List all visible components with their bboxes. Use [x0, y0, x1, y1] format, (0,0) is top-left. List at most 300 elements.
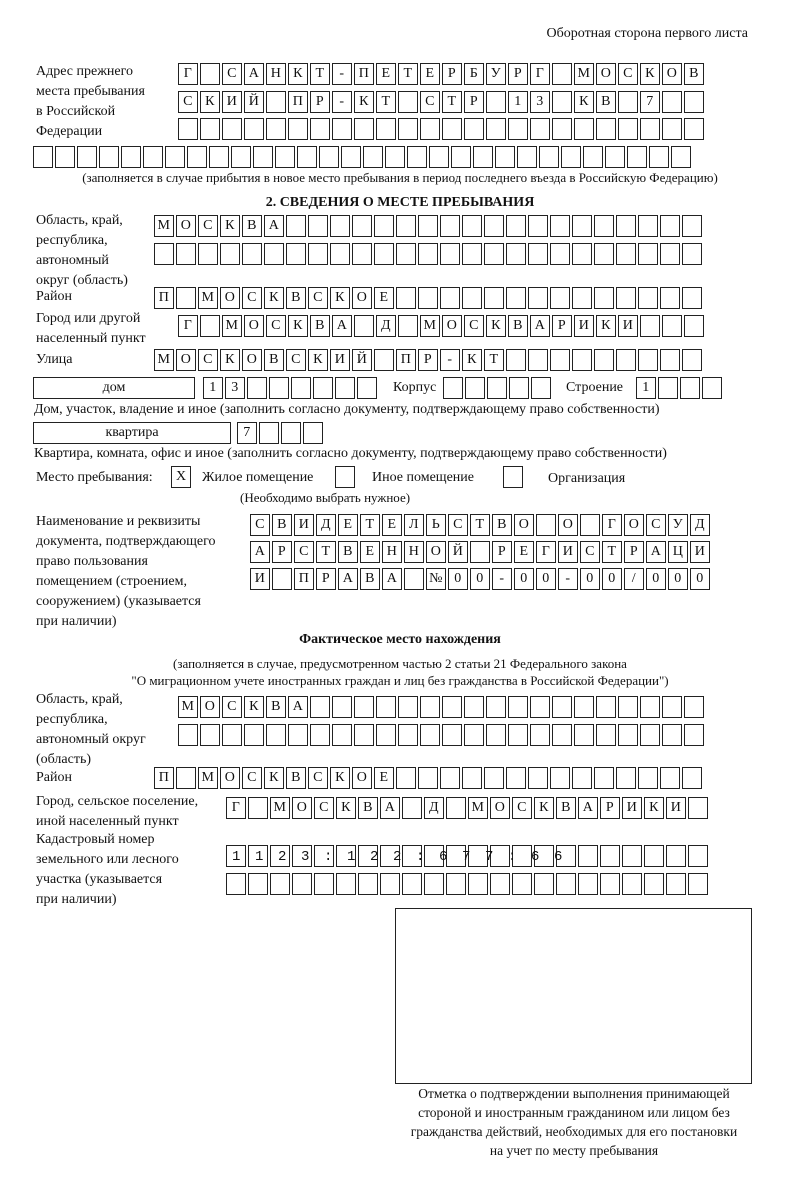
char-cell[interactable]: С: [286, 349, 306, 371]
char-cell[interactable]: [398, 91, 418, 113]
char-cell[interactable]: О: [220, 287, 240, 309]
char-cell[interactable]: [658, 377, 678, 399]
char-cell[interactable]: [244, 118, 264, 140]
char-cell[interactable]: Т: [442, 91, 462, 113]
char-cell[interactable]: [662, 118, 682, 140]
char-cell[interactable]: [269, 377, 289, 399]
char-cell[interactable]: [55, 146, 75, 168]
char-cell[interactable]: [684, 696, 704, 718]
char-cell[interactable]: [358, 873, 378, 895]
char-cell[interactable]: [534, 873, 554, 895]
char-cell[interactable]: П: [294, 568, 314, 590]
char-cell[interactable]: А: [382, 568, 402, 590]
char-cell[interactable]: Д: [376, 315, 396, 337]
char-cell[interactable]: В: [358, 797, 378, 819]
building-row[interactable]: [636, 377, 724, 399]
char-cell[interactable]: -: [332, 91, 352, 113]
char-cell[interactable]: Б: [464, 63, 484, 85]
char-cell[interactable]: [264, 243, 284, 265]
char-cell[interactable]: [640, 696, 660, 718]
district-row[interactable]: [154, 287, 704, 309]
char-cell[interactable]: К: [330, 767, 350, 789]
char-cell[interactable]: М: [198, 767, 218, 789]
char-cell[interactable]: [440, 287, 460, 309]
char-cell[interactable]: [638, 767, 658, 789]
char-cell[interactable]: [385, 146, 405, 168]
char-cell[interactable]: 0: [690, 568, 710, 590]
char-cell[interactable]: В: [596, 91, 616, 113]
char-cell[interactable]: [396, 243, 416, 265]
char-cell[interactable]: [462, 767, 482, 789]
char-cell[interactable]: [506, 243, 526, 265]
char-cell[interactable]: [330, 243, 350, 265]
house-number-row[interactable]: [203, 377, 379, 399]
char-cell[interactable]: [429, 146, 449, 168]
char-cell[interactable]: [332, 696, 352, 718]
char-cell[interactable]: [281, 422, 301, 444]
char-cell[interactable]: [682, 215, 702, 237]
stay-checkbox-organization[interactable]: [503, 466, 523, 488]
char-cell[interactable]: [462, 243, 482, 265]
char-cell[interactable]: [530, 118, 550, 140]
char-cell[interactable]: [556, 873, 576, 895]
char-cell[interactable]: [286, 215, 306, 237]
char-cell[interactable]: А: [338, 568, 358, 590]
char-cell[interactable]: К: [644, 797, 664, 819]
actual-district-row[interactable]: [154, 767, 704, 789]
char-cell[interactable]: [622, 873, 642, 895]
char-cell[interactable]: [644, 845, 664, 867]
char-cell[interactable]: 1: [203, 377, 223, 399]
char-cell[interactable]: [530, 696, 550, 718]
char-cell[interactable]: А: [530, 315, 550, 337]
char-cell[interactable]: [552, 724, 572, 746]
char-cell[interactable]: М: [420, 315, 440, 337]
char-cell[interactable]: Р: [492, 541, 512, 563]
char-cell[interactable]: 7: [640, 91, 660, 113]
char-cell[interactable]: [627, 146, 647, 168]
char-cell[interactable]: -: [558, 568, 578, 590]
char-cell[interactable]: П: [354, 63, 374, 85]
char-cell[interactable]: [528, 215, 548, 237]
char-cell[interactable]: Ц: [668, 541, 688, 563]
char-cell[interactable]: [536, 514, 556, 536]
char-cell[interactable]: [247, 377, 267, 399]
char-cell[interactable]: [596, 118, 616, 140]
char-cell[interactable]: Е: [338, 514, 358, 536]
actual-region-row-1[interactable]: [178, 696, 706, 718]
char-cell[interactable]: [176, 767, 196, 789]
char-cell[interactable]: [308, 243, 328, 265]
char-cell[interactable]: М: [270, 797, 290, 819]
char-cell[interactable]: [363, 146, 383, 168]
document-row-3[interactable]: [250, 568, 712, 590]
char-cell[interactable]: [596, 724, 616, 746]
char-cell[interactable]: [231, 146, 251, 168]
char-cell[interactable]: [508, 724, 528, 746]
char-cell[interactable]: Е: [374, 287, 394, 309]
char-cell[interactable]: А: [288, 696, 308, 718]
char-cell[interactable]: [402, 797, 422, 819]
char-cell[interactable]: [578, 845, 598, 867]
char-cell[interactable]: К: [354, 91, 374, 113]
char-cell[interactable]: К: [534, 797, 554, 819]
char-cell[interactable]: [418, 767, 438, 789]
char-cell[interactable]: [226, 873, 246, 895]
char-cell[interactable]: [684, 118, 704, 140]
char-cell[interactable]: [530, 724, 550, 746]
char-cell[interactable]: [165, 146, 185, 168]
char-cell[interactable]: К: [336, 797, 356, 819]
char-cell[interactable]: Р: [552, 315, 572, 337]
prev-address-row-2[interactable]: [178, 91, 706, 113]
char-cell[interactable]: [442, 724, 462, 746]
char-cell[interactable]: О: [662, 63, 682, 85]
char-cell[interactable]: С: [250, 514, 270, 536]
char-cell[interactable]: [640, 315, 660, 337]
char-cell[interactable]: С: [618, 63, 638, 85]
char-cell[interactable]: [594, 287, 614, 309]
char-cell[interactable]: О: [426, 541, 446, 563]
char-cell[interactable]: [310, 696, 330, 718]
char-cell[interactable]: О: [176, 349, 196, 371]
char-cell[interactable]: Р: [272, 541, 292, 563]
char-cell[interactable]: О: [292, 797, 312, 819]
char-cell[interactable]: О: [490, 797, 510, 819]
char-cell[interactable]: [248, 873, 268, 895]
char-cell[interactable]: [528, 767, 548, 789]
char-cell[interactable]: [616, 287, 636, 309]
char-cell[interactable]: [420, 724, 440, 746]
char-cell[interactable]: С: [198, 215, 218, 237]
char-cell[interactable]: В: [266, 696, 286, 718]
char-cell[interactable]: В: [310, 315, 330, 337]
actual-region-row-2[interactable]: [178, 724, 706, 746]
char-cell[interactable]: [77, 146, 97, 168]
char-cell[interactable]: [616, 215, 636, 237]
char-cell[interactable]: [671, 146, 691, 168]
house-type-field[interactable]: дом: [33, 377, 195, 399]
char-cell[interactable]: К: [640, 63, 660, 85]
char-cell[interactable]: М: [468, 797, 488, 819]
char-cell[interactable]: П: [154, 287, 174, 309]
char-cell[interactable]: В: [508, 315, 528, 337]
char-cell[interactable]: [662, 91, 682, 113]
char-cell[interactable]: [398, 118, 418, 140]
char-cell[interactable]: С: [448, 514, 468, 536]
char-cell[interactable]: [618, 724, 638, 746]
char-cell[interactable]: [319, 146, 339, 168]
char-cell[interactable]: [462, 287, 482, 309]
char-cell[interactable]: [420, 118, 440, 140]
char-cell[interactable]: [528, 349, 548, 371]
char-cell[interactable]: С: [464, 315, 484, 337]
char-cell[interactable]: [354, 118, 374, 140]
char-cell[interactable]: [314, 873, 334, 895]
char-cell[interactable]: [376, 724, 396, 746]
char-cell[interactable]: [638, 215, 658, 237]
street-row[interactable]: [154, 349, 704, 371]
char-cell[interactable]: Е: [382, 514, 402, 536]
char-cell[interactable]: [662, 724, 682, 746]
char-cell[interactable]: [660, 243, 680, 265]
char-cell[interactable]: [572, 287, 592, 309]
char-cell[interactable]: [550, 215, 570, 237]
char-cell[interactable]: [470, 541, 490, 563]
char-cell[interactable]: [486, 118, 506, 140]
char-cell[interactable]: Н: [382, 541, 402, 563]
char-cell[interactable]: [578, 873, 598, 895]
char-cell[interactable]: [618, 118, 638, 140]
char-cell[interactable]: [506, 287, 526, 309]
char-cell[interactable]: [33, 146, 53, 168]
char-cell[interactable]: [506, 767, 526, 789]
char-cell[interactable]: [352, 215, 372, 237]
char-cell[interactable]: [644, 873, 664, 895]
char-cell[interactable]: С: [580, 541, 600, 563]
char-cell[interactable]: Р: [508, 63, 528, 85]
char-cell[interactable]: [574, 696, 594, 718]
char-cell[interactable]: [332, 724, 352, 746]
char-cell[interactable]: [396, 287, 416, 309]
cadastral-row-1[interactable]: [226, 845, 710, 867]
char-cell[interactable]: [143, 146, 163, 168]
char-cell[interactable]: [528, 287, 548, 309]
prev-address-row-4[interactable]: [33, 146, 693, 168]
char-cell[interactable]: М: [574, 63, 594, 85]
char-cell[interactable]: №: [426, 568, 446, 590]
char-cell[interactable]: И: [294, 514, 314, 536]
char-cell[interactable]: [200, 315, 220, 337]
char-cell[interactable]: [509, 377, 529, 399]
char-cell[interactable]: А: [646, 541, 666, 563]
char-cell[interactable]: О: [244, 315, 264, 337]
char-cell[interactable]: К: [264, 767, 284, 789]
apt-type-field[interactable]: квартира: [33, 422, 231, 444]
stay-checkbox-other[interactable]: [335, 466, 355, 488]
char-cell[interactable]: [187, 146, 207, 168]
char-cell[interactable]: [638, 287, 658, 309]
char-cell[interactable]: У: [668, 514, 688, 536]
char-cell[interactable]: К: [330, 287, 350, 309]
char-cell[interactable]: [380, 873, 400, 895]
char-cell[interactable]: Д: [424, 797, 444, 819]
char-cell[interactable]: [259, 422, 279, 444]
char-cell[interactable]: [688, 873, 708, 895]
char-cell[interactable]: С: [308, 767, 328, 789]
region-row-2[interactable]: [154, 243, 704, 265]
char-cell[interactable]: [682, 767, 702, 789]
char-cell[interactable]: [486, 724, 506, 746]
char-cell[interactable]: Т: [484, 349, 504, 371]
cadastral-row-2[interactable]: [226, 873, 710, 895]
char-cell[interactable]: [292, 873, 312, 895]
char-cell[interactable]: [404, 568, 424, 590]
char-cell[interactable]: В: [684, 63, 704, 85]
char-cell[interactable]: К: [288, 315, 308, 337]
char-cell[interactable]: А: [250, 541, 270, 563]
char-cell[interactable]: [484, 215, 504, 237]
char-cell[interactable]: [600, 873, 620, 895]
char-cell[interactable]: К: [220, 349, 240, 371]
char-cell[interactable]: У: [486, 63, 506, 85]
char-cell[interactable]: [666, 873, 686, 895]
char-cell[interactable]: [341, 146, 361, 168]
char-cell[interactable]: К: [264, 287, 284, 309]
char-cell[interactable]: С: [294, 541, 314, 563]
char-cell[interactable]: [473, 146, 493, 168]
char-cell[interactable]: [398, 315, 418, 337]
char-cell[interactable]: [374, 349, 394, 371]
char-cell[interactable]: А: [380, 797, 400, 819]
char-cell[interactable]: В: [556, 797, 576, 819]
char-cell[interactable]: К: [200, 91, 220, 113]
char-cell[interactable]: [486, 91, 506, 113]
city-row[interactable]: [178, 315, 706, 337]
char-cell[interactable]: [550, 287, 570, 309]
char-cell[interactable]: [200, 63, 220, 85]
char-cell[interactable]: П: [154, 767, 174, 789]
char-cell[interactable]: [574, 118, 594, 140]
char-cell[interactable]: Й: [448, 541, 468, 563]
char-cell[interactable]: [266, 91, 286, 113]
char-cell[interactable]: В: [264, 349, 284, 371]
char-cell[interactable]: [440, 215, 460, 237]
char-cell[interactable]: 1: [508, 91, 528, 113]
char-cell[interactable]: [242, 243, 262, 265]
char-cell[interactable]: И: [618, 315, 638, 337]
char-cell[interactable]: В: [272, 514, 292, 536]
korpus-row[interactable]: [443, 377, 553, 399]
char-cell[interactable]: [539, 146, 559, 168]
char-cell[interactable]: [684, 315, 704, 337]
char-cell[interactable]: [684, 91, 704, 113]
char-cell[interactable]: [594, 243, 614, 265]
char-cell[interactable]: [253, 146, 273, 168]
char-cell[interactable]: Е: [514, 541, 534, 563]
char-cell[interactable]: [552, 696, 572, 718]
char-cell[interactable]: Й: [352, 349, 372, 371]
char-cell[interactable]: А: [332, 315, 352, 337]
char-cell[interactable]: С: [512, 797, 532, 819]
char-cell[interactable]: [680, 377, 700, 399]
char-cell[interactable]: 0: [668, 568, 688, 590]
char-cell[interactable]: [176, 243, 196, 265]
char-cell[interactable]: [310, 118, 330, 140]
char-cell[interactable]: Г: [602, 514, 622, 536]
char-cell[interactable]: [550, 767, 570, 789]
char-cell[interactable]: [616, 767, 636, 789]
char-cell[interactable]: О: [242, 349, 262, 371]
char-cell[interactable]: [313, 377, 333, 399]
char-cell[interactable]: В: [492, 514, 512, 536]
char-cell[interactable]: [484, 287, 504, 309]
char-cell[interactable]: [666, 845, 686, 867]
document-row-1[interactable]: [250, 514, 712, 536]
char-cell[interactable]: [178, 118, 198, 140]
char-cell[interactable]: 0: [448, 568, 468, 590]
char-cell[interactable]: М: [154, 349, 174, 371]
char-cell[interactable]: [424, 873, 444, 895]
char-cell[interactable]: [574, 724, 594, 746]
char-cell[interactable]: [682, 243, 702, 265]
char-cell[interactable]: [660, 287, 680, 309]
char-cell[interactable]: [512, 873, 532, 895]
char-cell[interactable]: Д: [316, 514, 336, 536]
char-cell[interactable]: А: [264, 215, 284, 237]
char-cell[interactable]: [418, 287, 438, 309]
char-cell[interactable]: [508, 118, 528, 140]
prev-address-row-1[interactable]: [178, 63, 706, 85]
char-cell[interactable]: С: [314, 797, 334, 819]
char-cell[interactable]: [335, 377, 355, 399]
char-cell[interactable]: Р: [464, 91, 484, 113]
char-cell[interactable]: [374, 215, 394, 237]
char-cell[interactable]: О: [176, 215, 196, 237]
char-cell[interactable]: И: [666, 797, 686, 819]
char-cell[interactable]: [376, 118, 396, 140]
char-cell[interactable]: [583, 146, 603, 168]
char-cell[interactable]: [550, 243, 570, 265]
char-cell[interactable]: Е: [420, 63, 440, 85]
char-cell[interactable]: [682, 349, 702, 371]
char-cell[interactable]: 0: [646, 568, 666, 590]
char-cell[interactable]: С: [420, 91, 440, 113]
char-cell[interactable]: И: [222, 91, 242, 113]
char-cell[interactable]: [440, 243, 460, 265]
char-cell[interactable]: [596, 696, 616, 718]
char-cell[interactable]: К: [244, 696, 264, 718]
char-cell[interactable]: [418, 243, 438, 265]
char-cell[interactable]: [660, 767, 680, 789]
char-cell[interactable]: [552, 118, 572, 140]
char-cell[interactable]: К: [574, 91, 594, 113]
stay-checkbox-residential[interactable]: X: [171, 466, 191, 488]
char-cell[interactable]: В: [242, 215, 262, 237]
char-cell[interactable]: [508, 696, 528, 718]
char-cell[interactable]: -: [440, 349, 460, 371]
char-cell[interactable]: Р: [316, 568, 336, 590]
char-cell[interactable]: И: [574, 315, 594, 337]
char-cell[interactable]: Е: [360, 541, 380, 563]
char-cell[interactable]: Р: [624, 541, 644, 563]
char-cell[interactable]: О: [442, 315, 462, 337]
char-cell[interactable]: 0: [536, 568, 556, 590]
char-cell[interactable]: [702, 377, 722, 399]
char-cell[interactable]: Е: [376, 63, 396, 85]
char-cell[interactable]: [266, 724, 286, 746]
char-cell[interactable]: [464, 724, 484, 746]
char-cell[interactable]: В: [360, 568, 380, 590]
char-cell[interactable]: [484, 243, 504, 265]
char-cell[interactable]: С: [178, 91, 198, 113]
char-cell[interactable]: [222, 724, 242, 746]
char-cell[interactable]: [618, 91, 638, 113]
char-cell[interactable]: Т: [602, 541, 622, 563]
char-cell[interactable]: [446, 797, 466, 819]
char-cell[interactable]: Г: [536, 541, 556, 563]
char-cell[interactable]: [198, 243, 218, 265]
char-cell[interactable]: [200, 724, 220, 746]
char-cell[interactable]: Г: [178, 315, 198, 337]
char-cell[interactable]: [688, 797, 708, 819]
char-cell[interactable]: Р: [418, 349, 438, 371]
char-cell[interactable]: [407, 146, 427, 168]
char-cell[interactable]: С: [198, 349, 218, 371]
char-cell[interactable]: [528, 243, 548, 265]
char-cell[interactable]: [638, 243, 658, 265]
char-cell[interactable]: Г: [530, 63, 550, 85]
